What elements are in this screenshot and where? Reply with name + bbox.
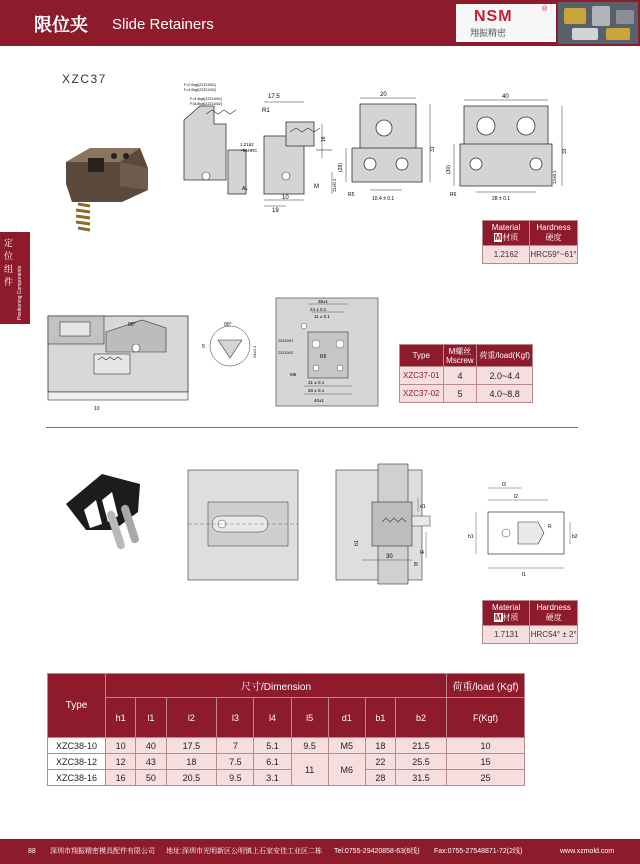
dim-d1: d1: [420, 504, 426, 510]
material-table-1: Material M材质 Hardness 硬度 1.2162 HRC59°~61°: [482, 220, 578, 264]
cell-type: XZC38-10: [48, 738, 106, 754]
header-photo-art: [558, 2, 638, 44]
load-row-type: XZC37-02: [400, 385, 444, 403]
mat-note: 1.2162: [240, 142, 254, 147]
xzc37-mold-assembly-drawing: [46, 312, 194, 414]
section-divider: [46, 427, 578, 428]
dim-b2: b2: [572, 534, 578, 540]
cell-l1: 40: [136, 738, 166, 754]
load-col-screw: M螺丝 Mscrew: [443, 345, 477, 367]
xzc37-hole-pattern-drawing: [274, 296, 380, 408]
table-row: [48, 738, 525, 754]
dim-31-01: 31 ± 0.1: [308, 380, 325, 385]
dim-31: 31: [430, 146, 436, 152]
cell-l2: 18: [166, 754, 217, 770]
col-dimension: 尺寸/Dimension: [106, 674, 447, 698]
type-note-2: ZZZ10/02: [278, 351, 294, 355]
footer-address: 地址:深圳市光明新区公明镇上石家安佳工业区二栋: [166, 848, 322, 855]
dim-5: 5: [202, 344, 205, 350]
cell-b2: 21.5: [396, 738, 447, 754]
xzc38-plan-view-drawing: [186, 468, 300, 584]
material-label: Material: [491, 223, 521, 232]
cell-f: 15: [447, 754, 525, 770]
xzc37-front-view-small: [338, 92, 438, 210]
hardness-label: Hardness: [536, 603, 571, 612]
force-label-2: F=4.0kgf(ZZZ10/02): [184, 88, 217, 92]
dim-28: (28): [338, 163, 344, 172]
dim-33: 33: [562, 148, 568, 154]
xzc38-section-drawing: [322, 462, 440, 586]
dim-r6: R6: [450, 192, 457, 198]
cell-l4: 3.1: [254, 770, 291, 786]
load-row: [400, 385, 533, 403]
footer-company: 深圳市翔振精密模具配件有限公司: [50, 848, 155, 855]
hardness-value: HRC54° ± 2°: [530, 626, 578, 644]
dim-40: 40: [502, 94, 509, 100]
dim-17-5: 17.5: [268, 94, 280, 100]
col-h1: h1: [106, 698, 136, 738]
load-row-type: XZC37-01: [400, 367, 444, 385]
brand-name-cn: 翔振精密: [470, 29, 507, 39]
angle-90: 90°: [128, 322, 136, 328]
side-category-tab: [0, 232, 30, 324]
table-row: [48, 754, 525, 770]
hardness-value: HRC59°~61°: [530, 246, 578, 264]
cell-b1: 22: [365, 754, 395, 770]
dim-l3: l3: [502, 482, 506, 488]
dim-l4: l4: [420, 550, 424, 556]
cell-l3: 7.5: [217, 754, 254, 770]
col-l3: l3: [217, 698, 254, 738]
dim-m: M: [314, 184, 319, 190]
xzc38-outline-drawing: [462, 478, 580, 578]
footer-website-text: www.xzmold.com: [560, 848, 615, 855]
col-load: 荷重/load (Kgf): [447, 674, 525, 698]
dim-30: (30): [446, 165, 452, 174]
col-d1: d1: [328, 698, 365, 738]
brand-logo: [456, 4, 556, 42]
dim-10: 10: [282, 195, 289, 201]
dim-10-4: 10.4 ± 0.1: [372, 196, 395, 202]
cell-l5: 9.5: [291, 738, 328, 754]
cell-type: XZC38-12: [48, 754, 106, 770]
dim-m6-hole: M6: [290, 372, 297, 377]
material-label-cn: 材质: [502, 613, 519, 622]
page-number: 88: [28, 848, 36, 855]
cell-l1: 50: [136, 770, 166, 786]
footer-fax: Fax:0755-27548871-72(2线): [434, 848, 523, 855]
xzc37-product-photo: [60, 140, 154, 236]
material-value: 1.2162: [483, 246, 530, 264]
load-row-load: 4.0~8.8: [477, 385, 533, 403]
dim-r1: R1: [262, 108, 270, 114]
material-label-cn: 材质: [502, 233, 519, 242]
dim-30: 30: [386, 554, 393, 560]
dim-h1: h1: [468, 534, 474, 540]
xzc37-front-view-large: [448, 92, 568, 210]
xzc37-side-section-drawing: [170, 80, 340, 214]
cell-f: 10: [447, 738, 525, 754]
dim-l5: l5: [414, 562, 418, 568]
side-tab-en: Positioning Components: [17, 265, 23, 320]
load-row-screw: 4: [443, 367, 477, 385]
dim-24: 24 ± 0.1: [310, 307, 327, 312]
page-title-en: Slide Retainers: [112, 16, 214, 33]
dim-16: 16: [321, 136, 327, 142]
dim-l1: l1: [522, 572, 526, 578]
cell-d1: M5: [328, 738, 365, 754]
dim-19: 19: [272, 208, 279, 214]
load-row-load: 2.0~4.4: [477, 367, 533, 385]
col-type: Type: [48, 674, 106, 738]
model-code: XZC37: [62, 72, 107, 86]
dim-12: 12±0.1: [552, 170, 557, 184]
material-value: 1.7131: [483, 626, 530, 644]
cell-h1: 16: [106, 770, 136, 786]
brand-registered-mark: ®: [542, 6, 548, 13]
cell-l4: 6.1: [254, 754, 291, 770]
load-row-screw: 5: [443, 385, 477, 403]
col-l1: l1: [136, 698, 166, 738]
side-tab-cn: 定位组件: [4, 239, 14, 288]
dim-11-01: 11 ± 0.1: [314, 314, 330, 319]
type-note-1: ZZZ10/01: [278, 339, 294, 343]
dim-40-small: 40±1: [314, 398, 324, 403]
col-l4: l4: [254, 698, 291, 738]
load-row: [400, 367, 533, 385]
footer-tel: Tel:0755-29420858-63(6线): [334, 848, 420, 855]
load-col-type: Type: [400, 345, 444, 367]
force-label-1: F=2.0kgf(ZZZ10/01): [184, 83, 217, 87]
cell-l5: 11: [291, 754, 328, 786]
force-label-3: F=4.4kgf(ZZZ10/01): [190, 97, 223, 101]
dim-r5-hole: R5: [320, 354, 327, 360]
force-label-4: F=8.8kgf(ZZZ10/02): [190, 102, 223, 106]
dim-r5: R5: [348, 192, 355, 198]
dim-10-small: 10: [94, 406, 100, 412]
header-product-photo: [558, 2, 638, 44]
cell-l3: 7: [217, 738, 254, 754]
dim-b1: b1: [354, 540, 360, 546]
table-row: [48, 770, 525, 786]
xzc38-dimension-table: [47, 673, 525, 786]
page-title-cn: 限位夹: [34, 15, 88, 36]
col-b2: b2: [396, 698, 447, 738]
cell-h1: 10: [106, 738, 136, 754]
cell-b1: 28: [365, 770, 395, 786]
cell-l4: 5.1: [254, 738, 291, 754]
hrc-note: ~56HRC: [240, 148, 258, 153]
dim-al: AL: [242, 186, 249, 192]
dim-r: R: [548, 524, 552, 530]
material-label: Material: [491, 603, 521, 612]
cell-h1: 12: [106, 754, 136, 770]
xzc38-product-photo: [62, 470, 148, 554]
col-f: F(Kgf): [447, 698, 525, 738]
angle-90-detail: 90°: [224, 322, 232, 328]
xzc37-angle-detail: [200, 318, 262, 374]
cell-b2: 25.5: [396, 754, 447, 770]
page-footer: [0, 839, 640, 864]
cell-l3: 9.5: [217, 770, 254, 786]
load-col-load: 荷重/load(Kgf): [477, 345, 533, 367]
hardness-label-cn: 硬度: [545, 233, 562, 242]
col-l2: l2: [166, 698, 217, 738]
cell-b1: 18: [365, 738, 395, 754]
cell-d1: M6: [328, 754, 365, 786]
dim-28-small: 28 ± 0.1: [308, 388, 325, 393]
cell-b2: 31.5: [396, 770, 447, 786]
brand-name: NSM: [474, 8, 513, 25]
xzc37-load-table: [399, 344, 533, 403]
page-header: [0, 0, 640, 46]
cell-l1: 43: [136, 754, 166, 770]
dim-24-small: 24±0.1: [252, 345, 257, 358]
dim-l2: l2: [514, 494, 518, 500]
cell-l2: 17.5: [166, 738, 217, 754]
dim-38: 38±1: [318, 299, 328, 304]
dim-11: 11±0.1: [332, 178, 337, 192]
cell-l2: 20.5: [166, 770, 217, 786]
material-table-2: Material M材质 Hardness 硬度 1.7131 HRC54° ± 2°: [482, 600, 578, 644]
cell-type: XZC38-16: [48, 770, 106, 786]
col-l5: l5: [291, 698, 328, 738]
hardness-label: Hardness: [536, 223, 571, 232]
hardness-label-cn: 硬度: [545, 613, 562, 622]
dim-20: 20: [380, 92, 387, 98]
col-b1: b1: [365, 698, 395, 738]
dim-28-01: 28 ± 0.1: [492, 196, 511, 202]
cell-f: 25: [447, 770, 525, 786]
